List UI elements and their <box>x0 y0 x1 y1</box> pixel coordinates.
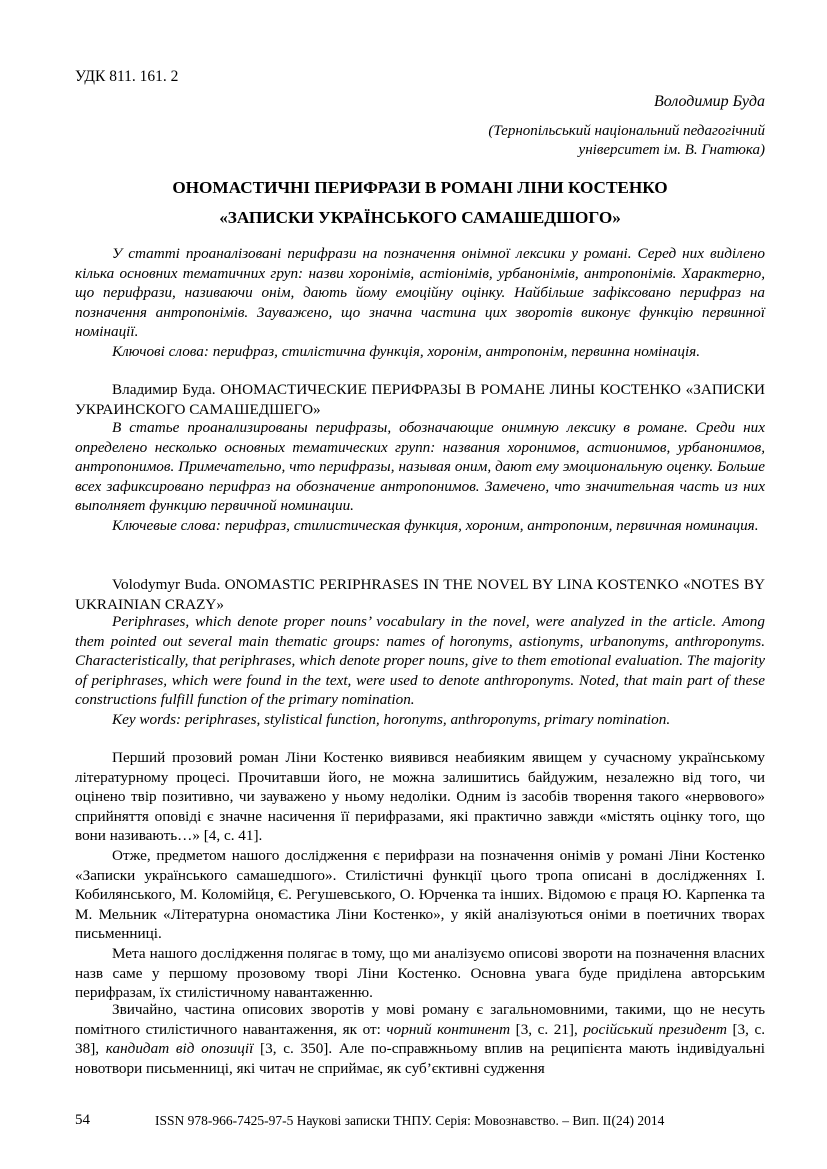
journal-info: ISSN 978-966-7425-97-5 Наукові записки ТНПУ. Серія: Мовознавство. – Вип. ІІ(24) 2014 <box>155 1113 665 1128</box>
russian-heading: Владимир Буда. ОНОМАСТИЧЕСКИЕ ПЕРИФРАЗЫ В РОМАНЕ ЛИНЫ КОСТЕНКО «ЗАПИСКИ УКРАИНСКОГО САМАШЕДШЕГО» <box>75 381 765 418</box>
abstract-russian: В статье проанализированы перифразы, обозначающие онимную лексику в романе. Среди них определено несколько основных тематических групп: названия хоронимов, астионимов, урбанонимов, антропонимов. Примечательно, что перифразы, называя оним, дают ему эмоциональную оценку. Больше всех зафиксировано перифраз на обозначение антропонимов. Замечено, что значительная часть из них выполняет функцию первичной номинации. <box>75 419 765 515</box>
english-heading: Volodymyr Buda. ONOMASTIC PERIPHRASES IN THE NOVEL BY LINA KOSTENKO «NOTES BY UKRAINIAN CRAZY» <box>75 576 765 613</box>
abstract-english: Periphrases, which denote proper nouns’ vocabulary in the novel, were analyzed in the article. Among them pointed out several main thematic groups: names of horonyms, astionyms, urbanonyms, anthroponyms. Characteristically, that periphrases, which denote proper nouns, give to them emotional evaluation. The majority of periphrases, which were found in the text, were used to denote anthroponyms. Noted, that main part of these constructions fulfill function of the primary nomination. <box>75 613 765 709</box>
page-number: 54 <box>75 1112 90 1128</box>
body-paragraph-1: Перший прозовий роман Ліни Костенко виявився неабияким явищем у сучасному українському літературному процесі. Прочитавши його, не можна залишитись байдужим, незалежно від того, чи оцінено твір позитивно, чи зауважено у ньому недоліки. Одним із засобів творення такого «нервового» сприйняття оповіді є значне насичення її перифразами, які практично завжди «містять оцінку того, що вони називають…» [4, с. 41]. <box>75 749 765 845</box>
keywords-english: Key words: periphrases, stylistical function, horonyms, anthroponyms, primary nomination. <box>112 711 671 728</box>
body-paragraph-3: Мета нашого дослідження полягає в тому, що ми аналізуємо описові звороти на позначення власних назв саме у першому прозовому творі Ліни Костенко. Основна увага буде приділена авторським перифразам, їх стилістичному навантаженню. <box>75 945 765 1002</box>
udk-code: УДК 811. 161. 2 <box>75 68 179 85</box>
author-affiliation <box>488 122 765 160</box>
author-name: Володимир Буда <box>653 93 765 110</box>
affiliation-line: університет ім. В. Гнатюка) <box>578 142 765 158</box>
body-paragraph-4 <box>75 1000 765 1078</box>
body-paragraph-2: Отже, предметом нашого дослідження є перифрази на позначення онімів у романі Ліни Костенко «Записки українського самашедшого». Стилістичні функції цього тропа описані в дослідженнях І. Кобилянського, М. Коломійця, Є. Регушевського, О. Юрченка та інших. Відомою є праця Ю. Карпенка та М. Мельник «Літературна ономастика Ліни Костенко», у якій аналізуються оніми в поетичних творах письменниці. <box>75 847 765 943</box>
example-phrase: кандидат від опозиції <box>105 1040 254 1058</box>
keywords-russian: Ключевые слова: перифраз, стилистическая функция, хороним, антропоним, первичная номинация. <box>112 517 759 534</box>
body-text: [3, с. 38], <box>75 1020 766 1058</box>
article-title: ОНОМАСТИЧНІ ПЕРИФРАЗИ В РОМАНІ ЛІНИ КОСТЕНКО <box>172 178 668 197</box>
body-text: [3, с. 350]. Але по-справжньому вплив на реципієнта мають індивідуальні новотвори письменниці, які читач не сприймає, як суб’єктивні судження <box>75 1040 765 1077</box>
abstract-ukrainian: У статті проаналізовані перифрази на позначення онімної лексики у романі. Серед них виділено кілька основних тематичних груп: назви хоронімів, астіонімів, урбанонімів, антропонімів. Характерно, що перифрази, називаючи онім, дають йому емоційну оцінку. Найбільше зафіксовано перифраз на позначення антропонімів. Зауважено, що значна частина цих зворотів виконує функцію первинної номінації. <box>75 245 765 341</box>
example-phrase: чорний континент <box>386 1020 511 1038</box>
body-text: [3, с. 21], <box>510 1020 584 1038</box>
article-title-line2: «ЗАПИСКИ УКРАЇНСЬКОГО САМАШЕДШОГО» <box>219 208 621 227</box>
affiliation-line: (Тернопільський національний педагогічний <box>488 123 765 139</box>
body-text: Звичайно, частина описових зворотів у мові роману є загальномовними, такими, що не несуть помітного стилістичного навантаження, як от: <box>75 1001 765 1038</box>
keywords-ukrainian: Ключові слова: перифраз, стилістична функція, хоронім, антропонім, первинна номінація. <box>112 343 701 360</box>
example-phrase: російський президент <box>583 1020 727 1038</box>
